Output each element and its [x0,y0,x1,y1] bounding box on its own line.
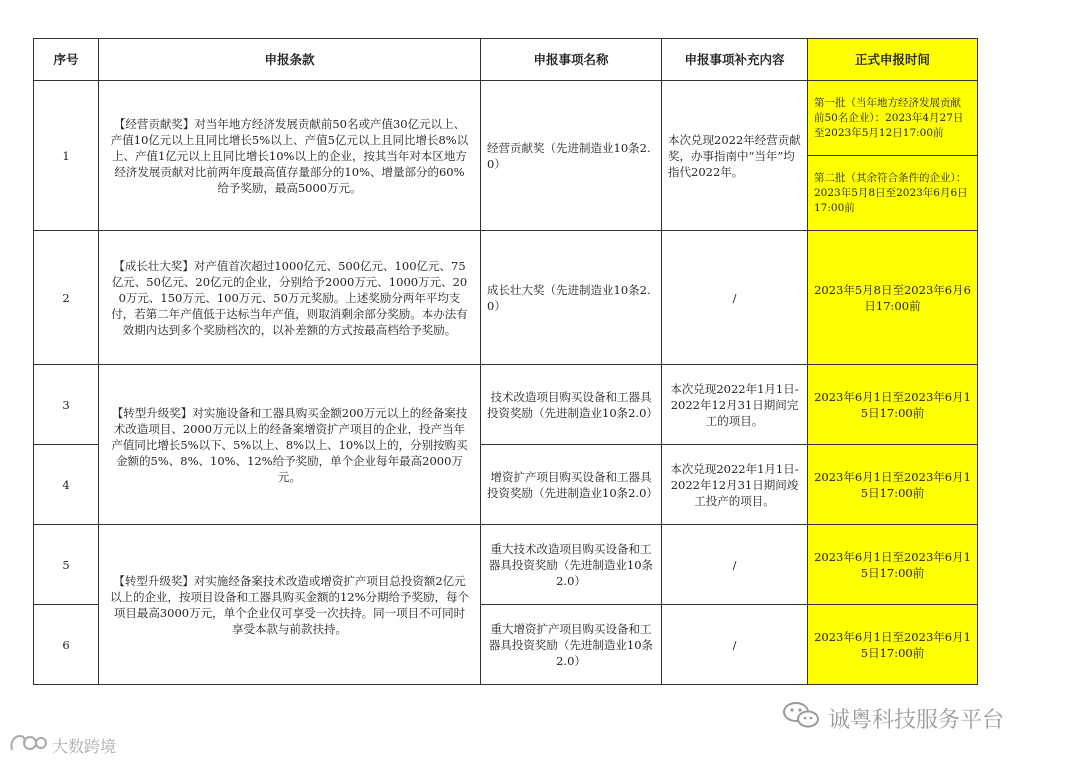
header-no: 序号 [34,39,99,81]
table-row [34,231,978,365]
supplement-cell: 本次兑现2022年经营贡献奖，办事指南中“当年”均指代2022年。 [662,81,808,231]
header-supplement: 申报事项补充内容 [662,39,808,81]
item-name-cell: 成长壮大奖（先进制造业10条2.0） [481,231,662,365]
header-clause: 申报条款 [99,39,481,81]
row-number: 3 [34,365,99,445]
row-number: 6 [34,605,99,685]
item-name-cell: 重大增资扩产项目购买设备和工器具投资奖励（先进制造业10条2.0） [481,605,662,685]
time-cell: 2023年6月1日至2023年6月15日17:00前 [808,445,978,525]
clause-cell: 【转型升级奖】对实施设备和工器具购买金额200万元以上的经备案技术改造项目、2000万元以上的经备案增资扩产项目的企业，投产当年产值同比增长5%以下、5%以上、8%以上、10%以上的，分别按购买金额的5%、8%、10%、12%给予奖励，单个企业每年最高2000万元。 [99,365,481,525]
item-name-cell: 重大技术改造项目购买设备和工器具投资奖励（先进制造业10条2.0） [481,525,662,605]
clause-cell: 【经营贡献奖】对当年地方经济发展贡献前50名或产值30亿元以上、产值10亿元以上且同比增长5%以上、产值5亿元以上且同比增长8%以上、产值1亿元以上且同比增长10%以上的企业，按其当年对本区地方经济发展贡献对比前两年度最高值存量部分的10%、增量部分的60%给予奖励，最高5000万元。 [99,81,481,231]
watermark-right-text: 诚粤科技服务平台 [828,707,1005,733]
table-row [34,81,978,156]
supplement-cell: 本次兑现2022年1月1日-2022年12月31日期间竣工投产的项目。 [662,445,808,525]
time-cell: 2023年6月1日至2023年6月15日17:00前 [808,605,978,685]
header-item-name: 申报事项名称 [481,39,662,81]
time-cell: 2023年6月1日至2023年6月15日17:00前 [808,525,978,605]
wechat-icon [782,700,820,736]
supplement-cell: 本次兑现2022年1月1日-2022年12月31日期间完工的项目。 [662,365,808,445]
watermark-right [782,700,1004,736]
item-name-cell: 技术改造项目购买设备和工器具投资奖励（先进制造业10条2.0） [481,365,662,445]
clause-cell: 【转型升级奖】对实施经备案技术改造或增资扩产项目总投资额2亿元以上的企业，按项目设备和工器具购买金额的12%分期给予奖励，每个项目最高3000万元，单个企业仅可享受一次扶持。同一项目不可同时享受本款与前款扶持。 [99,525,481,685]
time-cell-batch-2: 第二批（其余符合条件的企业）：2023年5月8日至2023年6月6日17:00前 [808,156,978,231]
watermark-left-text: 大数跨境 [52,736,117,756]
supplement-cell: / [662,605,808,685]
header-row [34,39,978,81]
watermark-left [8,732,116,758]
application-table [33,38,978,685]
time-cell: 2023年5月8日至2023年6月6日17:00前 [808,231,978,365]
item-name-cell: 增资扩产项目购买设备和工器具投资奖励（先进制造业10条2.0） [481,445,662,525]
clause-cell: 【成长壮大奖】对产值首次超过1000亿元、500亿元、100亿元、75亿元、50亿元、20亿元的企业，分别给予2000万元、1000万元、200万元、150万元、100万元、50万元奖励。上述奖励分两年平均支付，若第二年产值低于达标当年产值，则取消剩余部分奖励。本办法有效期内达到多个奖励档次的，以补差额的方式按最高档给予奖励。 [99,231,481,365]
row-number: 2 [34,231,99,365]
supplement-cell: / [662,231,808,365]
supplement-cell: / [662,525,808,605]
header-time: 正式申报时间 [808,39,978,81]
time-cell-batch-1: 第一批（当年地方经济发展贡献前50名企业）：2023年4月27日至2023年5月12日17:00前 [808,81,978,156]
row-number: 1 [34,81,99,231]
row-number: 4 [34,445,99,525]
table-row [34,525,978,605]
item-name-cell: 经营贡献奖（先进制造业10条2.0） [481,81,662,231]
row-number: 5 [34,525,99,605]
time-cell: 2023年6月1日至2023年6月15日17:00前 [808,365,978,445]
chat-bubble-icon [8,732,48,758]
table-row [34,365,978,445]
